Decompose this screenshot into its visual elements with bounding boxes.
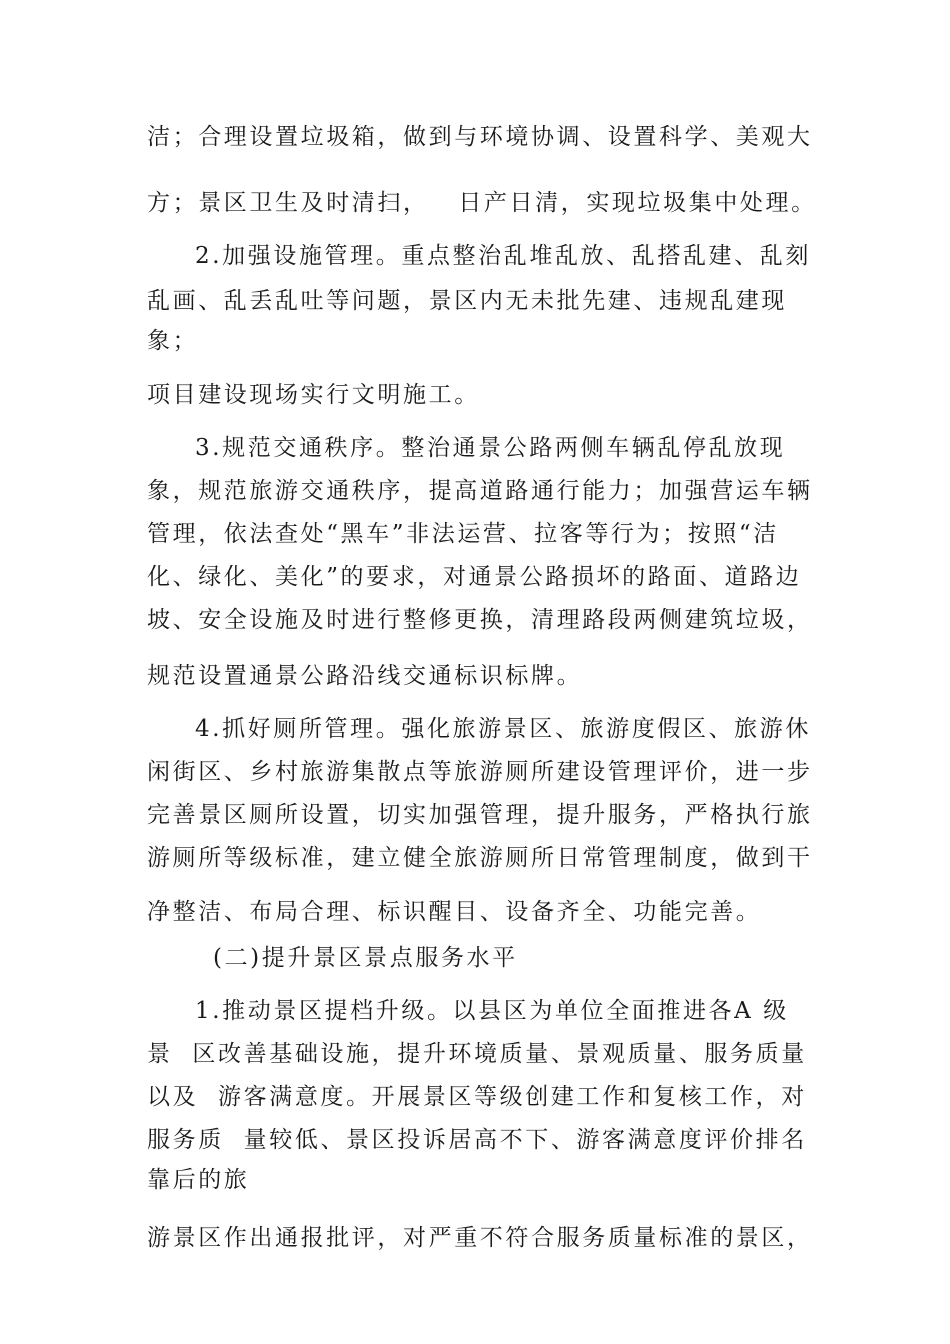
- text-line: 管理，依法查处“黑车”非法运营、拉客等行为；按照“洁: [147, 521, 779, 547]
- text-line: 靠后的旅: [147, 1167, 250, 1193]
- text-line: 完善景区厕所设置，切实加强管理，提升服务，严格执行旅: [147, 802, 813, 828]
- text-line: 项目建设现场实行文明施工。: [147, 382, 480, 408]
- paragraph-start-line: 3.规范交通秩序。整治通景公路两侧车辆乱停乱放现: [195, 435, 786, 461]
- section-heading: (二)提升景区景点服务水平: [213, 945, 518, 971]
- text-line: 以及 游客满意度。开展景区等级创建工作和复核工作，对: [147, 1084, 807, 1110]
- text-line: 象；: [147, 328, 199, 354]
- text-line: 服务质 量较低、景区投诉居高不下、游客满意度评价排名: [147, 1127, 807, 1153]
- text-line: 景 区改善基础设施，提升环境质量、景观质量、服务质量: [147, 1041, 807, 1067]
- text-line: 象，规范旅游交通秩序，提高道路通行能力；加强营运车辆: [147, 478, 813, 504]
- text-line: 游厕所等级标准，建立健全旅游厕所日常管理制度，做到干: [147, 845, 813, 871]
- text-line: 洁；合理设置垃圾箱，做到与环境协调、设置科学、美观大: [147, 124, 813, 150]
- text-line: 乱画、乱丢乱吐等问题，景区内无未批先建、违规乱建现: [147, 288, 787, 314]
- text-line: 化、绿化、美化”的要求，对通景公路损坏的路面、道路边: [147, 564, 802, 590]
- text-line: 游景区作出通报批评，对严重不符合服务质量标准的景区，: [147, 1225, 813, 1251]
- text-line: 闲街区、乡村旅游集散点等旅游厕所建设管理评价，进一步: [147, 759, 813, 785]
- paragraph-start-line: 1.推动景区提档升级。以县区为单位全面推进各A 级: [195, 998, 789, 1024]
- text-line: 净整洁、布局合理、标识醒目、设备齐全、功能完善。: [147, 899, 762, 925]
- text-line: 坡、安全设施及时进行整修更换，清理路段两侧建筑垃圾，: [147, 607, 813, 633]
- paragraph-start-line: 2.加强设施管理。重点整治乱堆乱放、乱搭乱建、乱刻: [195, 243, 811, 269]
- paragraph-start-line: 4.抓好厕所管理。强化旅游景区、旅游度假区、旅游休: [195, 716, 811, 742]
- text-line: 方；景区卫生及时清扫， 日产日清，实现垃圾集中处理。: [147, 190, 817, 216]
- text-line: 规范设置通景公路沿线交通标识标牌。: [147, 663, 583, 689]
